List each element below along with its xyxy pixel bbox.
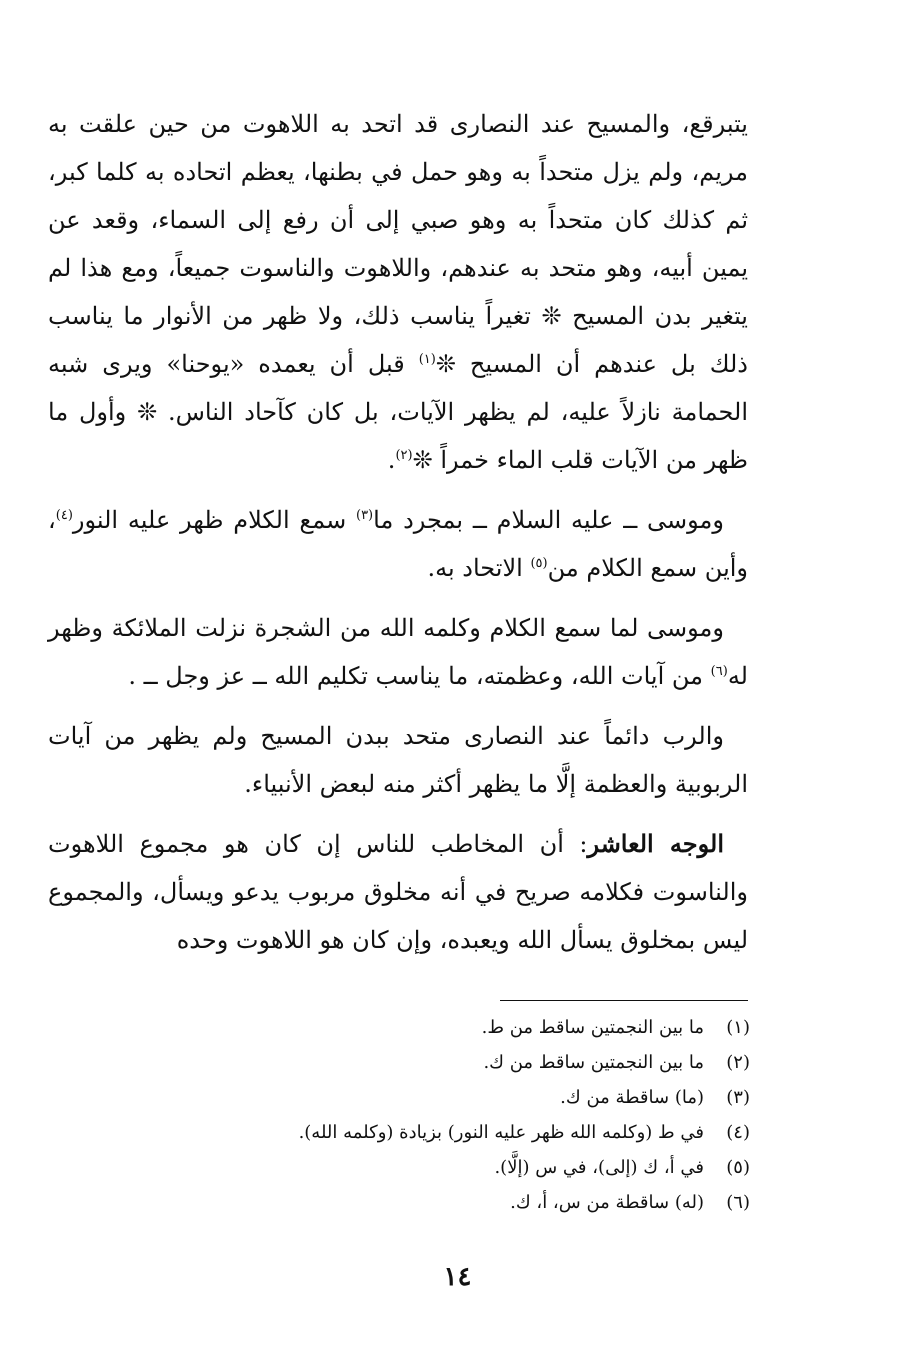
footnotes (150, 1010, 750, 1220)
paragraph-1: يتبرقع، والمسيح عند النصارى قد اتحد به اللاهوت من حين علقت به مريم، ولم يزل متحداً به وهو حمل في بطنها، يعظم اتحاده به كلما كبر، ثم كذلك كان متحداً به وهو صبي إلى أن رفع إلى السماء، وقعد عن يمين أبيه، وهو متحد به عندهم، واللاهوت والناسوت جميعاً، ومع هذا لم يتغير بدن المسيح ❊ تغيراً يناسب ذلك، ولا ظهر من الأنوار ما يناسب ذلك بل عندهم أن المسيح ❊$^{(١)}$ قبل أن يعمده «يوحنا» ويرى شبه الحمامة نازلاً عليه، لم يظهر الآيات، بل كان كآحاد الناس. ❊ وأول ما ظهر من الآيات قلب الماء خمراً ❊$^{(٢)}$. (48, 110, 749, 474)
paragraph-4: والرب دائماً عند النصارى متحد ببدن المسيح ولم يظهر من آيات الربوبية والعظمة إلَّا ما يظهر أكثر منه لبعض الأنبياء. (48, 722, 748, 798)
footnote-text: (له) ساقطة من س، أ، ك. (510, 1192, 704, 1213)
footnote-number: (٣) (726, 1087, 750, 1108)
footnote-4 (150, 1115, 750, 1150)
note-ref-3: (٣) (355, 508, 374, 523)
footnote-number: (٦) (726, 1192, 750, 1213)
page-number: ١٤ (443, 1262, 472, 1292)
footnote-3 (150, 1080, 750, 1115)
paragraph-5: الوجه العاشر: أن المخاطب للناس إن كان هو مجموع اللاهوت والناسوت فكلامه صريح في أنه مخلوق مربوب يدعو ويسأل، والمجموع ليس بمخلوق يسأل الله ويعبده، وإن كان هو اللاهوت وحده (48, 829, 748, 954)
footnote-text: في ط (وكلمه الله ظهر عليه النور) بزيادة (وكلمه الله). (298, 1122, 704, 1143)
footnote-number: (٥) (726, 1157, 750, 1178)
note-ref-2: (٢) (395, 448, 413, 463)
footnote-1 (150, 1010, 750, 1045)
footnote-5 (150, 1150, 750, 1185)
footnote-text: ما بين النجمتين ساقط من ك. (483, 1052, 704, 1073)
footnote-text: (ما) ساقطة من ك. (560, 1087, 704, 1108)
section-heading: الوجه العاشر (587, 829, 724, 858)
paragraph-2: وموسى ــ عليه السلام ــ بمجرد ما$^{(٣)}$ سمع الكلام ظهر عليه النور$^{(٤)}$، وأين سمع الكلام من$^{(٥)}$ الاتحاد به. (48, 506, 748, 582)
note-ref-6: (٦) (710, 664, 728, 679)
footnote-divider (500, 1000, 748, 1001)
footnote-6 (150, 1185, 750, 1220)
note-ref-4: (٤) (55, 508, 73, 523)
footnote-text: ما بين النجمتين ساقط من ط. (481, 1017, 704, 1038)
footnote-2 (150, 1045, 750, 1080)
note-ref-5: (٥) (530, 556, 548, 571)
note-ref-1: (١) (418, 352, 436, 367)
paragraph-3: وموسى لما سمع الكلام وكلمه الله من الشجرة نزلت الملائكة وظهر له$^{(٦)}$ من آيات الله، وعظمته، ما يناسب تكليم الله ــ عز وجل ــ . (48, 614, 748, 690)
footnote-text: في أ، ك (إلى)، في س (إلَّا). (494, 1157, 704, 1178)
footnote-number: (١) (726, 1017, 750, 1038)
main-text (48, 100, 748, 976)
footnote-number: (٢) (726, 1052, 750, 1073)
footnote-number: (٤) (726, 1122, 750, 1143)
